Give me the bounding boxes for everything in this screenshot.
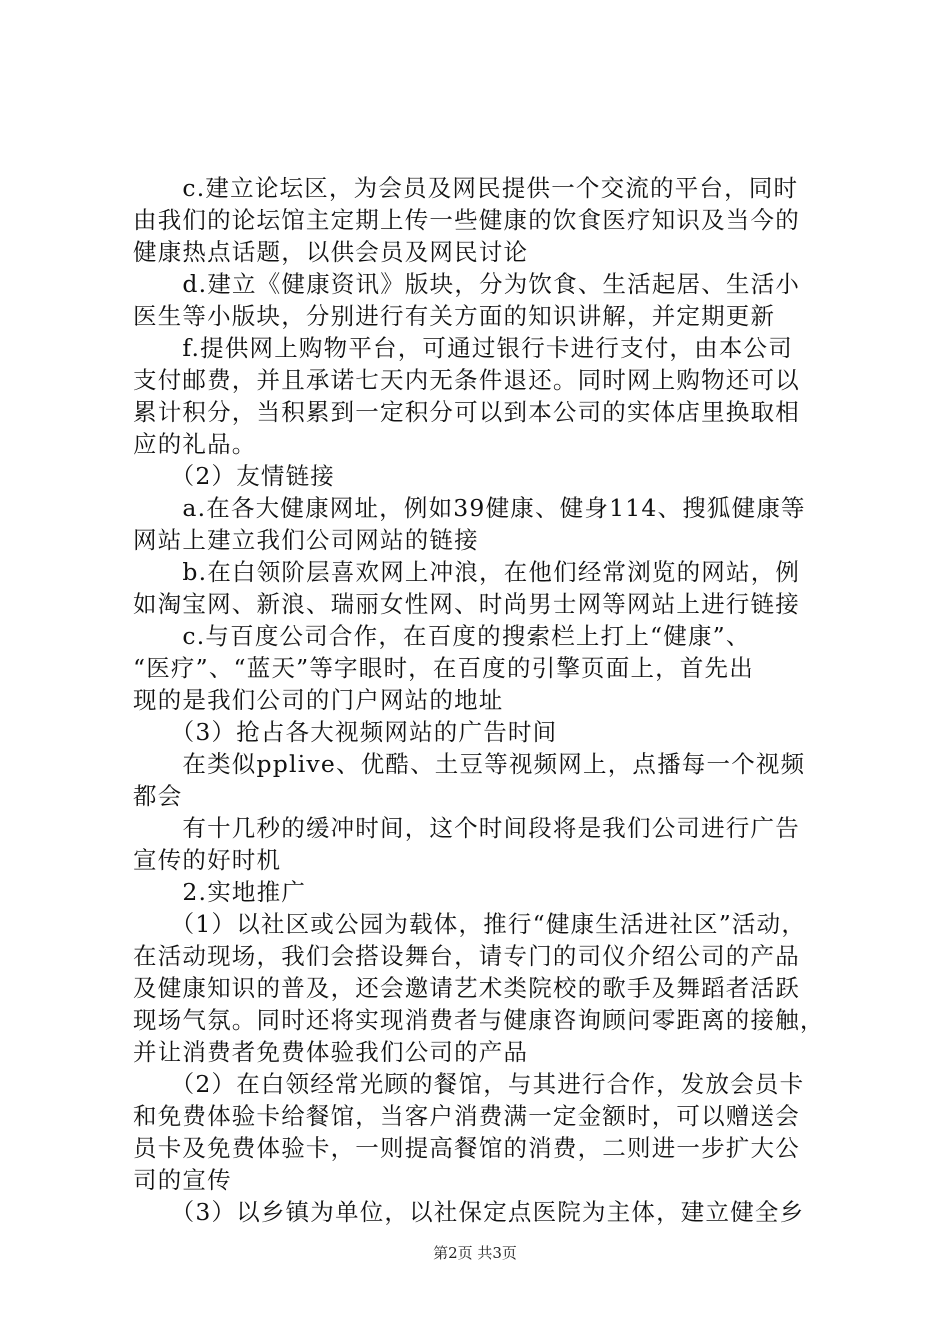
text-line: （2）在白领经常光顾的餐馆，与其进行合作，发放会员卡 (133, 1070, 805, 1098)
text-line: 现的是我们公司的门户网站的地址 (133, 686, 504, 714)
text-line: c.与百度公司合作，在百度的搜索栏上打上“健康”、 (133, 622, 751, 650)
text-line: 应的礼品。 (133, 430, 257, 458)
text-line: f.提供网上购物平台，可通过银行卡进行支付，由本公司 (133, 334, 793, 362)
text-line: c.建立论坛区，为会员及网民提供一个交流的平台，同时 (133, 174, 799, 202)
text-line: 由我们的论坛馆主定期上传一些健康的饮食医疗知识及当今的 (133, 206, 800, 234)
text-line: 在活动现场，我们会搭设舞台，请专门的司仪介绍公司的产品 (133, 942, 800, 970)
text-line: 有十几秒的缓冲时间，这个时间段将是我们公司进行广告 (133, 814, 800, 842)
text-line: b.在白领阶层喜欢网上冲浪，在他们经常浏览的网站，例 (133, 558, 801, 586)
text-line: （3）以乡镇为单位，以社保定点医院为主体，建立健全乡 (133, 1198, 805, 1226)
text-line: （1）以社区或公园为载体，推行“健康生活进社区”活动， (133, 910, 807, 938)
text-line: 宣传的好时机 (133, 846, 282, 874)
text-line: 在类似pplive、优酷、土豆等视频网上，点播每一个视频 (133, 750, 806, 778)
text-line: 司的宣传 (133, 1166, 232, 1194)
text-line: 员卡及免费体验卡，一则提高餐馆的消费，二则进一步扩大公 (133, 1134, 800, 1162)
text-line: 都会 (133, 782, 183, 810)
text-line: 健康热点话题，以供会员及网民讨论 (133, 238, 529, 266)
text-line: 网站上建立我们公司网站的链接 (133, 526, 479, 554)
text-line: 累计积分，当积累到一定积分可以到本公司的实体店里换取相 (133, 398, 800, 426)
text-line: 医生等小版块，分别进行有关方面的知识讲解，并定期更新 (133, 302, 776, 330)
text-line: 及健康知识的普及，还会邀请艺术类院校的歌手及舞蹈者活跃 (133, 974, 800, 1002)
text-line: （3）抢占各大视频网站的广告时间 (133, 718, 558, 746)
text-line: 2.实地推广 (133, 878, 307, 906)
text-line: 如淘宝网、新浪、瑞丽女性网、时尚男士网等网站上进行链接 (133, 590, 800, 618)
text-line: 支付邮费，并且承诺七天内无条件退还。同时网上购物还可以 (133, 366, 800, 394)
text-line: （2）友情链接 (133, 462, 336, 490)
text-line: “医疗”、“蓝天”等字眼时，在百度的引擎页面上，首先出 (133, 654, 754, 682)
text-line: d.建立《健康资讯》版块，分为饮食、生活起居、生活小 (133, 270, 801, 298)
text-line: a.在各大健康网址，例如39健康、健身114、搜狐健康等 (133, 494, 806, 522)
text-line: 现场气氛。同时还将实现消费者与健康咨询顾问零距离的接触， (133, 1006, 825, 1034)
text-line: 并让消费者免费体验我们公司的产品 (133, 1038, 529, 1066)
text-line: 和免费体验卡给餐馆，当客户消费满一定金额时，可以赠送会 (133, 1102, 800, 1130)
page-number-footer: 第2页 共3页 (433, 1244, 517, 1262)
